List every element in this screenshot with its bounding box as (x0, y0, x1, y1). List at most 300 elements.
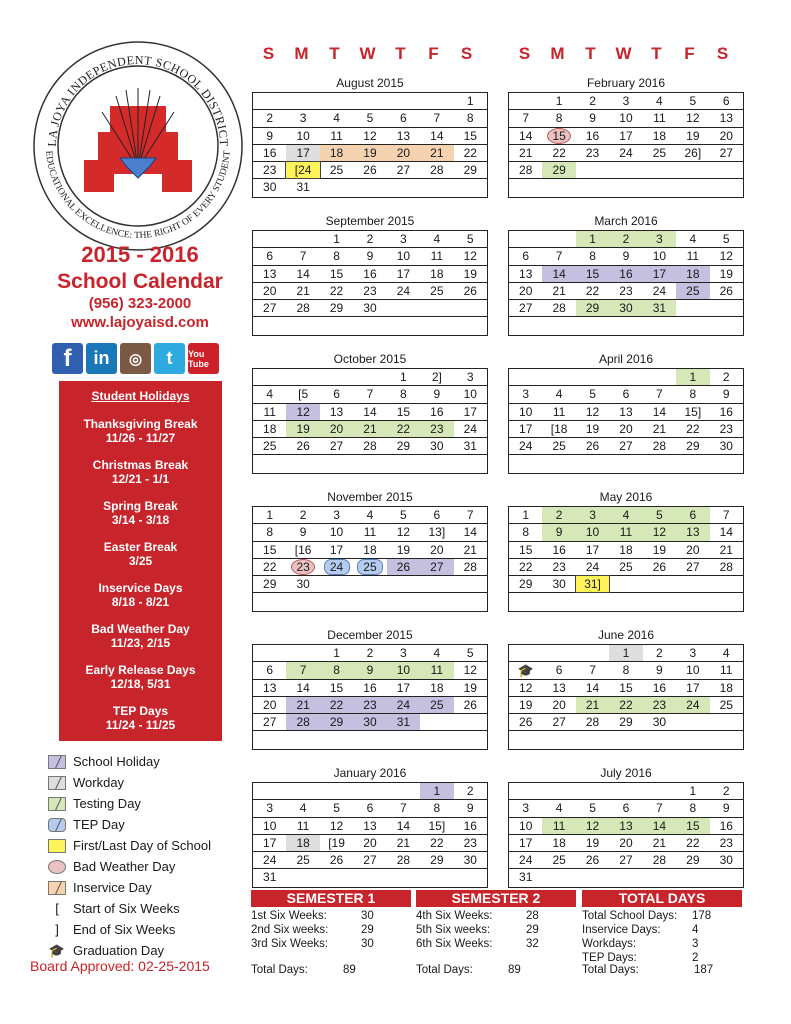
day-cell: 26 (719, 283, 733, 298)
instagram-icon[interactable]: ◎ (120, 343, 151, 374)
month-title: February 2016 (586, 76, 666, 90)
youtube-icon[interactable]: You Tube (188, 343, 219, 374)
linkedin-icon[interactable]: in (86, 343, 117, 374)
board-approved-note: Board Approved: 02-25-2015 (30, 958, 210, 974)
day-cell: 23 (643, 697, 676, 713)
month-grid (252, 782, 488, 888)
day-cell (286, 559, 319, 575)
day-cell: 3 (333, 508, 340, 522)
day-cell: 30 (430, 439, 444, 454)
legend-swatch-inserv (48, 881, 66, 895)
month-title: October 2015 (333, 352, 407, 366)
day-cell: 22 (686, 421, 700, 436)
day-cell: 17 (686, 680, 700, 695)
day-cell: 9 (433, 387, 441, 402)
month-title: June 2016 (597, 628, 655, 642)
day-cell: 18 (286, 835, 319, 851)
holiday-item (59, 581, 222, 609)
day-cell: 5 (333, 801, 340, 816)
day-cell: 9 (589, 111, 596, 126)
day-cell: 28 (552, 301, 566, 316)
month-title: July 2016 (600, 766, 652, 780)
week-row (253, 835, 487, 852)
week-row (509, 179, 743, 196)
day-cell: 16 (552, 542, 566, 557)
month-title: May 2016 (599, 490, 653, 504)
day-cell: 3 (522, 387, 530, 402)
holiday-name: Christmas Break (92, 458, 189, 472)
week-row (253, 593, 487, 610)
day-number: 25 (357, 559, 383, 575)
day-cell: 29 (519, 577, 533, 592)
day-cell: 6 (622, 387, 630, 402)
day-cell: 14 (719, 525, 733, 540)
day-cell: 11 (263, 404, 276, 419)
week-row (253, 783, 487, 800)
day-cell: 11 (552, 404, 566, 419)
day-cell: 13 (609, 818, 642, 834)
day-cell: 4 (656, 94, 663, 108)
day-cell: 1 (466, 94, 474, 108)
website-link[interactable]: www.lajoyaisd.com (71, 314, 209, 331)
semester-row-value: 29 (526, 924, 539, 936)
semester-row-value: 2 (692, 952, 699, 964)
day-cell (542, 179, 575, 196)
day-cell (286, 369, 319, 385)
month-title: December 2015 (327, 628, 413, 642)
week-row (253, 852, 487, 869)
week-row (253, 507, 487, 524)
day-cell: 22 (519, 559, 533, 574)
holiday-name: Bad Weather Day (91, 622, 190, 636)
day-cell: 19 (719, 266, 733, 281)
day-cell (542, 593, 575, 610)
legend-label: TEP Day (73, 817, 125, 832)
month-calendar (508, 627, 744, 750)
week-row (509, 386, 743, 403)
semester-title: SEMESTER 1 (251, 890, 411, 907)
day-cell (420, 714, 453, 730)
day-cell (710, 300, 743, 316)
day-cell (320, 559, 353, 575)
day-cell: 20 (363, 835, 377, 850)
semester-row (582, 923, 742, 937)
week-row (253, 179, 487, 196)
day-cell: 12 (643, 524, 676, 540)
day-cell: 27 (396, 163, 411, 178)
day-cell: 10 (686, 663, 700, 678)
day-cell (454, 714, 487, 730)
month-grid (252, 506, 488, 612)
day-cell: 24 (519, 853, 533, 868)
day-cell (509, 317, 542, 334)
day-cell: 5 (466, 646, 474, 660)
week-row (509, 317, 743, 334)
day-cell: 23 (463, 835, 477, 850)
day-cell: 18 (263, 421, 277, 436)
day-cell: 16 (719, 818, 733, 833)
day-cell: 31 (643, 300, 676, 316)
day-cell (387, 455, 420, 472)
day-cell (509, 93, 542, 109)
day-cell: 17 (463, 404, 477, 419)
day-cell: 20 (686, 542, 700, 557)
day-cell (320, 576, 353, 592)
legend-label: End of Six Weeks (73, 922, 176, 937)
week-row (509, 731, 743, 748)
day-cell: 20 (263, 697, 277, 712)
month-calendar (508, 765, 744, 888)
legend-label: Testing Day (73, 796, 141, 811)
day-cell: 9 (299, 525, 307, 540)
day-cell: 5 (589, 801, 596, 816)
holiday-dates: 3/14 - 3/18 (111, 513, 170, 527)
day-cell (320, 869, 353, 886)
day-cell: 5 (466, 232, 474, 246)
day-cell: 5 (366, 111, 374, 126)
weekday-letter: F (684, 44, 695, 63)
day-cell: 30 (652, 715, 667, 730)
day-cell: 21 (519, 145, 533, 160)
day-cell: 2 (722, 370, 730, 384)
day-cell (353, 369, 386, 385)
day-cell (676, 731, 709, 748)
day-cell (576, 783, 609, 799)
day-cell: 18 (320, 145, 353, 161)
weekday-letter: T (395, 44, 406, 63)
day-cell (253, 455, 286, 472)
day-cell: 12 (329, 818, 344, 833)
day-cell: 27 (719, 145, 733, 160)
day-cell: 10 (652, 249, 667, 264)
week-row (509, 593, 743, 610)
day-cell: 7 (466, 508, 474, 522)
week-row (253, 731, 487, 748)
day-cell (542, 869, 575, 886)
weekday-letter: W (615, 44, 632, 63)
semester-total (251, 964, 411, 976)
day-cell: 2 (299, 508, 307, 522)
day-cell: 31 (263, 870, 277, 885)
month-grid (252, 368, 488, 474)
week-row (253, 662, 487, 679)
day-cell (609, 593, 642, 610)
day-cell: 4 (722, 646, 730, 660)
day-cell (420, 593, 453, 610)
day-cell: 16 (609, 266, 642, 282)
month-title: March 2016 (594, 214, 658, 228)
semester-row-value: 28 (526, 910, 539, 922)
day-cell (576, 645, 609, 661)
day-cell: 20 (387, 145, 420, 161)
day-cell: 29 (686, 853, 700, 868)
school-year-title: 2015 - 2016 (81, 242, 199, 267)
day-cell: 13 (363, 818, 377, 833)
day-cell: 1 (609, 645, 642, 661)
week-row (509, 145, 743, 162)
month-calendar (252, 765, 488, 888)
day-cell: 7 (299, 249, 307, 264)
day-cell (253, 231, 286, 247)
day-cell: 10 (396, 249, 411, 264)
day-cell: 28 (719, 559, 733, 574)
day-cell: 9 (353, 662, 386, 678)
day-cell: 10 (519, 818, 533, 833)
day-cell (609, 455, 642, 472)
legend-swatch-school (48, 755, 66, 769)
day-cell: 3 (400, 232, 407, 246)
day-cell: 19 (686, 128, 700, 143)
day-cell: 16 (363, 266, 377, 281)
day-cell: 21 (719, 542, 733, 557)
day-cell (387, 93, 420, 109)
day-cell: 7 (433, 111, 441, 126)
legend-label: Start of Six Weeks (73, 901, 180, 916)
day-cell: 29 (263, 577, 277, 592)
day-cell: 29 (430, 853, 444, 868)
day-cell: 12 (396, 525, 411, 540)
day-cell: 6 (555, 663, 563, 678)
day-cell: 3 (299, 111, 307, 126)
day-cell: 30 (353, 714, 386, 730)
week-row (253, 576, 487, 593)
day-cell: 18 (363, 542, 377, 557)
week-row (253, 455, 487, 472)
day-cell: 2 (366, 646, 374, 660)
day-cell: 12 (363, 128, 377, 143)
week-row (253, 559, 487, 576)
day-cell (353, 576, 386, 592)
day-cell: 6 (433, 508, 441, 522)
day-cell: 1 (676, 369, 709, 385)
day-cell: 27 (329, 439, 344, 454)
weekday-letter: F (428, 44, 439, 63)
day-cell: 11 (686, 249, 700, 264)
week-row (253, 266, 487, 283)
day-cell: 25 (296, 853, 310, 868)
day-cell: 21 (286, 697, 319, 713)
day-cell: 17 (329, 542, 344, 557)
day-cell: 18 (430, 266, 444, 281)
day-cell: 7 (400, 801, 407, 816)
day-cell: 9 (622, 249, 630, 264)
day-cell: 14 (396, 818, 411, 833)
day-cell (542, 731, 575, 748)
day-number: 23 (291, 559, 315, 575)
day-cell: 4 (266, 387, 274, 402)
month-calendar (252, 351, 488, 474)
semester-row-value: 32 (526, 938, 539, 950)
month-grid (252, 92, 488, 198)
day-cell (387, 869, 420, 886)
week-row (509, 128, 743, 145)
day-cell (454, 731, 487, 748)
day-cell: 16 (263, 145, 277, 160)
day-cell: 13 (552, 680, 566, 695)
day-cell: 23 (420, 421, 453, 437)
weekday-letter: S (460, 44, 473, 63)
day-cell: 24 (619, 145, 633, 160)
semester-total (416, 964, 576, 976)
day-cell (576, 162, 609, 178)
day-cell (320, 455, 353, 472)
week-row (509, 231, 743, 248)
day-cell: 11 (296, 818, 310, 833)
legend-swatch-first (48, 839, 66, 853)
day-cell (420, 317, 453, 334)
day-cell: 7 (555, 249, 563, 264)
day-cell (710, 455, 743, 472)
day-cell (643, 593, 676, 610)
day-cell (320, 593, 353, 610)
day-cell (286, 317, 319, 334)
day-cell: 17 (263, 835, 277, 850)
day-cell (643, 783, 676, 799)
day-cell (710, 593, 743, 610)
day-cell: 3 (689, 646, 697, 660)
day-cell (509, 593, 542, 610)
day-cell: 15 (576, 266, 609, 282)
day-cell (643, 162, 676, 178)
day-cell: 14 (296, 680, 310, 695)
week-row (509, 283, 743, 300)
day-cell: 11 (420, 662, 453, 678)
day-cell: 4 (299, 801, 307, 816)
week-row (253, 542, 487, 559)
day-cell (643, 731, 676, 748)
semester-row (582, 909, 742, 923)
day-cell: 3 (643, 231, 676, 247)
day-cell: 4 (433, 232, 441, 246)
day-cell (286, 231, 319, 247)
day-cell: 9 (366, 249, 374, 264)
day-cell: 14 (463, 525, 477, 540)
day-cell: 8 (622, 663, 630, 678)
week-row (509, 524, 743, 541)
week-row (253, 680, 487, 697)
day-cell (320, 93, 353, 109)
day-cell: 8 (466, 111, 474, 126)
day-cell: 30 (363, 301, 377, 316)
day-cell (387, 300, 420, 316)
month-title: April 2016 (598, 352, 654, 366)
day-cell: 6 (266, 249, 274, 264)
day-cell: 23 (263, 163, 277, 178)
holiday-item (59, 458, 222, 486)
day-cell: 29 (686, 439, 700, 454)
week-row (253, 645, 487, 662)
day-cell (643, 869, 676, 886)
weekday-letter: W (359, 44, 376, 63)
day-cell: 24 (396, 283, 411, 298)
day-cell (353, 593, 386, 610)
day-cell (676, 714, 709, 730)
day-cell (676, 576, 709, 592)
day-cell: 19 (353, 145, 386, 161)
semester-row-label: 3rd Six Weeks: (251, 938, 329, 950)
month-grid (508, 782, 744, 888)
week-row (253, 869, 487, 886)
day-cell: 1 (689, 784, 697, 798)
day-cell: 10 (387, 662, 420, 678)
week-row (509, 110, 743, 127)
day-cell: 5 (722, 232, 730, 246)
semester-total-value: 187 (694, 964, 714, 976)
day-cell (454, 576, 487, 592)
week-row (509, 248, 743, 265)
weekday-letter: T (651, 44, 662, 63)
day-cell: 27 (619, 853, 633, 868)
week-row (253, 404, 487, 421)
day-cell: 22 (609, 697, 642, 713)
day-cell: 12 (585, 404, 600, 419)
day-cell: 6 (622, 801, 630, 816)
day-cell: 1 (333, 646, 340, 660)
day-cell (710, 576, 743, 592)
day-cell: [5 (298, 387, 309, 402)
semester-summary (582, 890, 742, 965)
day-cell: 26 (387, 559, 420, 575)
holiday-dates: 8/18 - 8/21 (111, 595, 170, 609)
semester-row (416, 909, 576, 923)
day-cell: 3 (266, 801, 274, 816)
legend-item (48, 835, 211, 856)
day-cell: 13 (676, 524, 709, 540)
semester-row-value: 178 (692, 910, 712, 922)
legend-label: School Holiday (73, 754, 160, 769)
day-cell: 10 (519, 404, 533, 419)
day-cell: 12 (286, 404, 319, 420)
weekday-letter: S (518, 44, 531, 63)
day-cell: 30 (296, 577, 310, 592)
month-grid (508, 506, 744, 612)
day-cell: 10 (263, 818, 277, 833)
day-cell: 17 (519, 421, 533, 436)
legend-label: First/Last Day of School (73, 838, 211, 853)
day-cell: 25 (619, 559, 633, 574)
day-cell: 28 (296, 301, 310, 316)
semester-row-label: 5th Six weeks: (416, 924, 491, 936)
month-calendar (508, 351, 744, 474)
month-calendar (252, 213, 488, 336)
semester-total-value: 89 (343, 964, 356, 976)
day-cell: 17 (643, 266, 676, 282)
day-cell (454, 317, 487, 334)
day-cell (320, 369, 353, 385)
day-cell: 6 (333, 387, 340, 402)
calendar-title: School Calendar (57, 270, 223, 293)
facebook-icon[interactable]: f (52, 343, 83, 374)
day-cell: 24 (519, 439, 533, 454)
day-cell: 4 (333, 111, 340, 126)
day-cell: 27 (519, 301, 533, 316)
day-cell: 29 (619, 715, 633, 730)
day-cell: 26 (585, 439, 600, 454)
day-cell: 21 (463, 542, 477, 557)
semester-total-value: 89 (508, 964, 521, 976)
month-calendar (508, 489, 744, 612)
day-cell: 8 (266, 525, 274, 540)
day-cell: 28 (652, 853, 667, 868)
day-cell: 18 (652, 128, 667, 143)
twitter-icon[interactable]: t (154, 343, 185, 374)
day-cell: 30 (263, 180, 277, 195)
day-cell: 6 (522, 249, 530, 264)
day-cell: 28 (430, 163, 444, 178)
holiday-name: Early Release Days (85, 663, 196, 677)
day-cell (320, 179, 353, 196)
day-cell: 8 (333, 249, 340, 264)
